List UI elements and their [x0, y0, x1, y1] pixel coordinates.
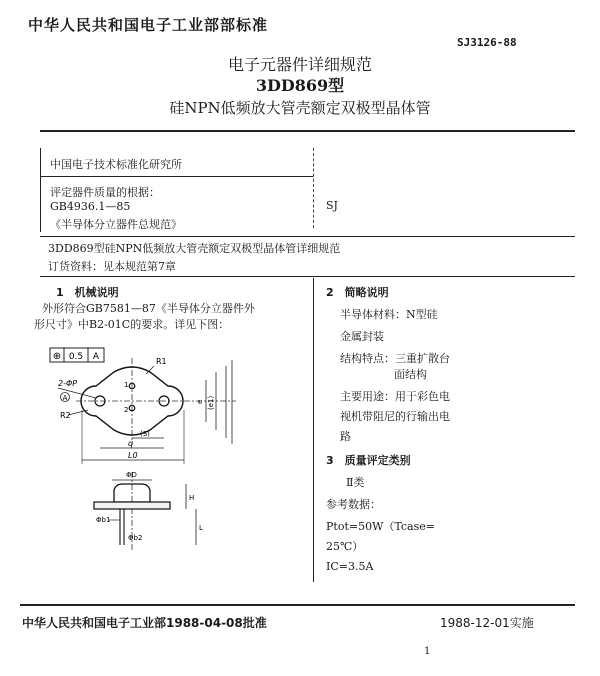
- package: 金属封装: [340, 330, 384, 343]
- label-e1: (e1): [207, 395, 215, 410]
- section2-title: 2 简略说明: [326, 286, 389, 299]
- title-line1: 电子元器件详细规范: [227, 55, 372, 74]
- standard-authority: 中华人民共和国电子工业部部标准: [28, 16, 269, 34]
- outline-drawing: [36, 340, 308, 555]
- institute: 中国电子技术标准化研究所: [50, 158, 182, 171]
- tolerance-datum: A: [92, 352, 100, 362]
- section1-text-line1: 外形符合GB7581—87《半导体分立器件外: [42, 302, 255, 315]
- position-symbol: ⊕: [52, 351, 62, 362]
- info-left-border: [40, 148, 41, 232]
- section1-text-line2: 形尺寸》中B2-01C的要求。详见下图：: [34, 318, 230, 331]
- svg-text:2: 2: [124, 406, 129, 414]
- label-dd: ΦD: [126, 471, 137, 479]
- tolerance-frame: [50, 348, 104, 362]
- label-datum: A: [62, 394, 68, 402]
- svg-text:1: 1: [124, 381, 129, 389]
- label-b1: Φb1: [96, 516, 111, 524]
- body-top-rule: [40, 276, 575, 277]
- sj-mark: SJ: [326, 199, 338, 212]
- basis-std: GB4936.1—85: [50, 200, 131, 213]
- info-row-divider: [40, 176, 313, 177]
- info-bottom-rule: [40, 236, 575, 237]
- label-l: L: [199, 524, 203, 532]
- label-r2: R2: [60, 411, 71, 420]
- quality-category: Ⅱ类: [346, 476, 365, 489]
- ordering-info: 订货资料：见本规范第7章: [48, 260, 176, 273]
- label-hole: 2-ΦP: [58, 379, 78, 388]
- top-rule: [40, 130, 575, 132]
- ptot-line1: Ptot=50W（Tcase=: [326, 520, 435, 533]
- usage-line2: 视机带阻尼的行输出电: [340, 410, 450, 423]
- label-q: q: [128, 439, 134, 448]
- usage-line3: 路: [340, 430, 351, 443]
- label-h: H: [189, 494, 195, 502]
- material: 半导体材料：N型硅: [340, 308, 438, 321]
- structure-line1: 结构特点：三重扩散台: [340, 352, 450, 365]
- section3-title: 3 质量评定类别: [326, 454, 411, 467]
- column-divider: [313, 278, 314, 582]
- label-r1: R1: [156, 357, 167, 366]
- footer-rule: [20, 604, 575, 606]
- spec-name: 3DD869型硅NPN低频放大管壳额定双极型晶体管详细规范: [48, 242, 341, 255]
- effective-date: 1988-12-01实施: [440, 616, 534, 630]
- usage-line1: 主要用途：用于彩色电: [340, 390, 450, 403]
- label-b2: Φb2: [128, 534, 143, 542]
- info-divider: [313, 148, 314, 228]
- section1-title: 1 机械说明: [56, 286, 119, 299]
- label-e: e: [196, 399, 204, 404]
- ptot-line2: 25℃）: [326, 540, 364, 553]
- approval-line: 中华人民共和国电子工业部1988-04-08批准: [22, 616, 267, 630]
- basis-label: 评定器件质量的根据：: [50, 186, 160, 199]
- tolerance-value: 0.5: [68, 352, 84, 362]
- flange-side: [94, 502, 170, 509]
- title-line3: 硅NPN低频放大管壳额定双极型晶体管: [169, 99, 431, 117]
- standard-code: SJ3126-88: [457, 36, 517, 49]
- label-s: (S): [140, 430, 150, 438]
- label-l0: L0: [128, 451, 138, 460]
- title-model: 3DD869型: [255, 76, 345, 95]
- basis-doc: 《半导体分立器件总规范》: [50, 218, 182, 231]
- page-number: 1: [424, 646, 431, 657]
- ic-value: IC=3.5A: [326, 560, 374, 573]
- structure-line2: 面结构: [394, 368, 427, 381]
- reference-label: 参考数据：: [326, 498, 381, 511]
